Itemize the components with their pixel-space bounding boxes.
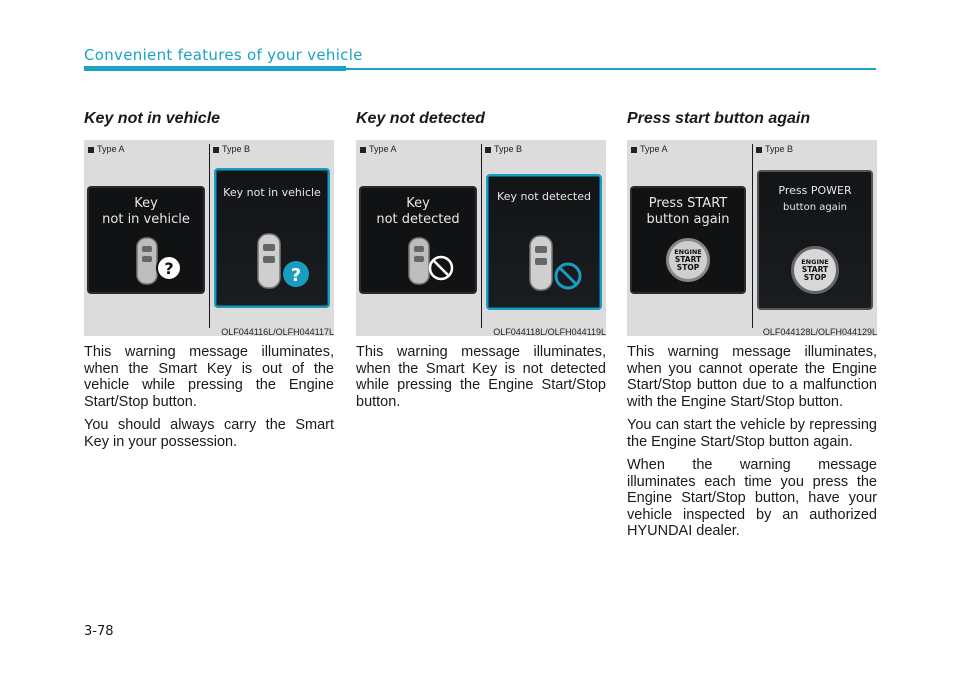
screen-line-2: not in vehicle bbox=[102, 212, 190, 227]
body-text bbox=[627, 344, 877, 540]
figure-divider bbox=[209, 144, 210, 328]
figure-code: OLF044118L/OLFH044119L bbox=[493, 327, 606, 337]
engine-start-stop-icon: ENGINE START STOP bbox=[791, 246, 839, 294]
screen-line-1: Press POWER bbox=[778, 184, 852, 197]
display-type-a bbox=[630, 186, 746, 294]
display-type-b bbox=[486, 174, 602, 310]
header-title: Convenient features of your vehicle bbox=[84, 46, 363, 64]
type-b-label: Type B bbox=[485, 144, 522, 154]
smart-key-question-icon bbox=[246, 232, 316, 296]
screen-line-1: Press START bbox=[648, 196, 728, 211]
screen-line: Key not in vehicle bbox=[223, 186, 321, 199]
section-press-start-button-again bbox=[627, 108, 877, 547]
svg-text:?: ? bbox=[290, 265, 302, 286]
screen-line-2: button again bbox=[646, 212, 730, 227]
body-text bbox=[356, 344, 606, 410]
paragraph: This warning message illuminates, when the Smart Key is out of the vehicle while pressing the Engine Start/Stop button. bbox=[84, 344, 334, 410]
paragraph: You can start the vehicle by repressing the Engine Start/Stop button again. bbox=[627, 417, 877, 450]
display-type-b bbox=[757, 170, 873, 310]
paragraph: You should always carry the Smart Key in your possession. bbox=[84, 417, 334, 450]
smart-key-prohibited-icon bbox=[401, 236, 457, 288]
figure-divider bbox=[752, 144, 753, 328]
page-number: 3-78 bbox=[84, 624, 114, 639]
section-title: Press start button again bbox=[627, 110, 811, 127]
screen-line: Key not detected bbox=[497, 190, 591, 203]
type-a-label: Type A bbox=[631, 144, 668, 154]
display-type-a bbox=[359, 186, 477, 294]
smart-key-question-icon bbox=[129, 236, 185, 288]
section-title: Key not in vehicle bbox=[84, 110, 221, 127]
svg-text:?: ? bbox=[164, 259, 174, 278]
figure bbox=[84, 140, 334, 336]
paragraph: When the warning message illuminates each time you press the Engine Start/Stop button, have your vehicle inspected by an authorized HYUNDAI dealer. bbox=[627, 457, 877, 539]
screen-line-1: Key bbox=[406, 196, 430, 211]
figure bbox=[356, 140, 606, 336]
type-a-label: Type A bbox=[88, 144, 125, 154]
paragraph: This warning message illuminates, when the Smart Key is not detected while pressing the Engine Start/Stop button. bbox=[356, 344, 606, 410]
type-a-label: Type A bbox=[360, 144, 397, 154]
section-key-not-detected bbox=[356, 108, 606, 417]
screen-line-2: button again bbox=[783, 202, 847, 213]
engine-start-stop-icon: ENGINE START STOP bbox=[666, 238, 710, 282]
type-b-label: Type B bbox=[213, 144, 250, 154]
display-type-a bbox=[87, 186, 205, 294]
type-b-label: Type B bbox=[756, 144, 793, 154]
body-text bbox=[84, 344, 334, 450]
section-title: Key not detected bbox=[356, 110, 485, 127]
screen-line-1: Key bbox=[134, 196, 158, 211]
figure-code: OLF044128L/OLFH044129L bbox=[762, 327, 877, 337]
display-type-b bbox=[214, 168, 330, 308]
section-key-not-in-vehicle bbox=[84, 108, 334, 457]
figure-code: OLF044116L/OLFH044117L bbox=[221, 327, 334, 337]
screen-line-2: not detected bbox=[376, 212, 460, 227]
header-bar bbox=[84, 66, 346, 71]
paragraph: This warning message illuminates, when you cannot operate the Engine Start/Stop button due to a malfunction with the Engine Start/Stop button. bbox=[627, 344, 877, 410]
header-rule bbox=[346, 68, 876, 70]
figure bbox=[627, 140, 877, 336]
smart-key-prohibited-icon bbox=[518, 234, 588, 298]
figure-divider bbox=[481, 144, 482, 328]
